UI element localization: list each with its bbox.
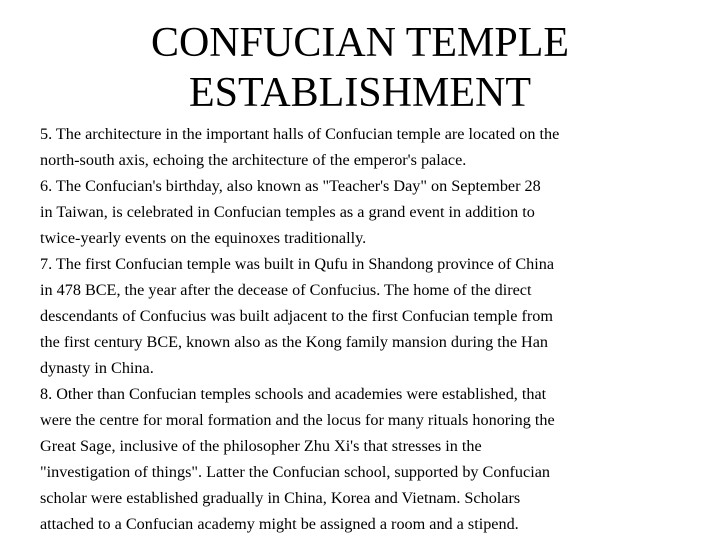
slide-body <box>40 121 700 537</box>
title-line: ESTABLISHMENT <box>189 70 531 116</box>
body-line: 8. Other than Confucian temples schools and academies were established, that <box>40 385 547 403</box>
body-line: descendants of Confucius was built adjacent to the first Confucian temple from <box>40 307 553 325</box>
title-line: CONFUCIAN TEMPLE <box>150 20 570 66</box>
body-line: 5. The architecture in the important halls of Confucian temple are located on the <box>40 125 560 143</box>
body-line: the first century BCE, known also as the Kong family mansion during the Han <box>40 333 549 351</box>
body-line: in 478 BCE, the year after the decease of Confucius. The home of the direct <box>40 281 532 299</box>
body-line: attached to a Confucian academy might be assigned a room and a stipend. <box>40 515 519 533</box>
body-line: 6. The Confucian's birthday, also known as "Teacher's Day" on September 28 <box>40 177 541 195</box>
body-line: were the centre for moral formation and the locus for many rituals honoring the <box>40 411 555 429</box>
slide-title <box>0 18 720 118</box>
body-line: north-south axis, echoing the architecture of the emperor's palace. <box>40 151 467 169</box>
body-line: dynasty in China. <box>40 359 154 377</box>
body-line: scholar were established gradually in China, Korea and Vietnam. Scholars <box>40 489 521 507</box>
body-line: twice-yearly events on the equinoxes traditionally. <box>40 229 367 247</box>
body-line: 7. The first Confucian temple was built in Qufu in Shandong province of China <box>40 255 555 273</box>
body-line: "investigation of things". Latter the Confucian school, supported by Confucian <box>40 463 550 481</box>
body-line: Great Sage, inclusive of the philosopher Zhu Xi's that stresses in the <box>40 437 482 455</box>
body-line: in Taiwan, is celebrated in Confucian temples as a grand event in addition to <box>40 203 535 221</box>
